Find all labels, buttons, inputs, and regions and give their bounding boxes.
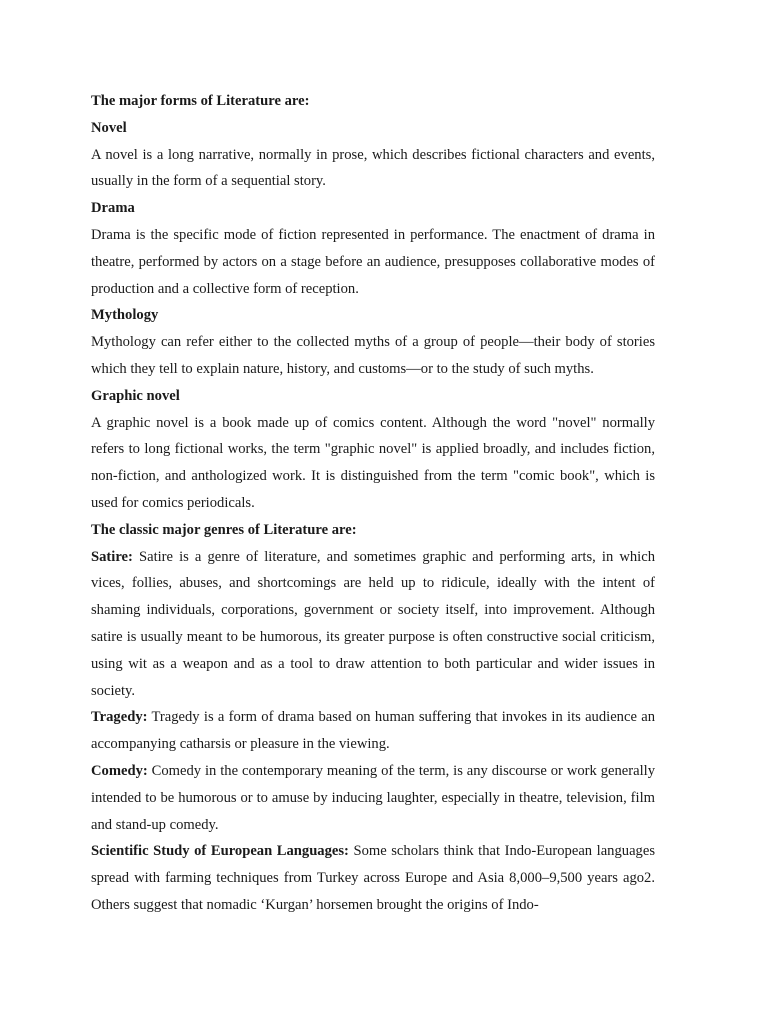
forms-heading: The major forms of Literature are: [91,93,310,109]
form-title-novel: Novel [91,119,127,136]
genres-heading: The classic major genres of Literature are: [91,521,357,538]
form-title-drama: Drama [91,200,135,217]
form-body-drama: Drama is the specific mode of fiction represented in performance. The enactment of drama in theatre, performed by actors on a stage before an audience, presupposes collaborative modes of production and a collective form of reception. [91,226,655,297]
form-title-mythology: Mythology [91,307,159,324]
form-title-graphic-novel: Graphic novel [91,387,180,404]
genre-paragraph-satire [91,544,655,705]
genre-term-european-languages: Scientific Study of European Languages: [91,843,349,860]
genre-body-tragedy: Tragedy is a form of drama based on human suffering that invokes in its audience an accompanying catharsis or pleasure in the viewing. [91,709,655,753]
document-page [91,88,655,919]
form-body-mythology: Mythology can refer either to the collected myths of a group of people—their body of stories which they tell to explain nature, history, and customs—or to the study of such myths. [91,334,655,377]
genre-paragraph-comedy [91,758,655,838]
genre-body-satire: Satire is a genre of literature, and sometimes graphic and performing arts, in which vices, follies, abuses, and shortcomings are held up to ridicule, ideally with the intent of shaming individuals, corporations, government or society itself, into improvement. Although satire is usually meant to be humorous, its greater purpose is often constructive social criticism, using wit as a weapon and as a tool to draw attention to both particular and wider issues in society. [91,548,655,699]
genre-paragraph-european-languages [91,838,655,918]
genre-term-satire: Satire: [91,548,133,565]
form-body-graphic-novel: A graphic novel is a book made up of comics content. Although the word "novel" normally refers to long fictional works, the term "graphic novel" is applied broadly, and includes fiction, non-fiction, and anthologized work. It is distinguished from the term "comic book", which is used for comics periodicals. [91,414,655,511]
genre-term-comedy: Comedy: [91,762,148,779]
genre-body-comedy: Comedy in the contemporary meaning of the term, is any discourse or work generally intended to be humorous or to amuse by inducing laughter, especially in theatre, television, film and stand-up comedy. [91,762,655,833]
genre-term-tragedy: Tragedy: [91,709,148,726]
genre-body-european-languages: Some scholars think that Indo-European languages spread with farming techniques from Turkey across Europe and Asia 8,000–9,500 years ago2. Others suggest that nomadic ‘Kurgan’ horsemen brought the origins of Indo- [91,843,656,913]
genre-paragraph-tragedy [91,704,655,758]
form-body-novel: A novel is a long narrative, normally in prose, which describes fictional characters and events, usually in the form of a sequential story. [91,146,655,190]
